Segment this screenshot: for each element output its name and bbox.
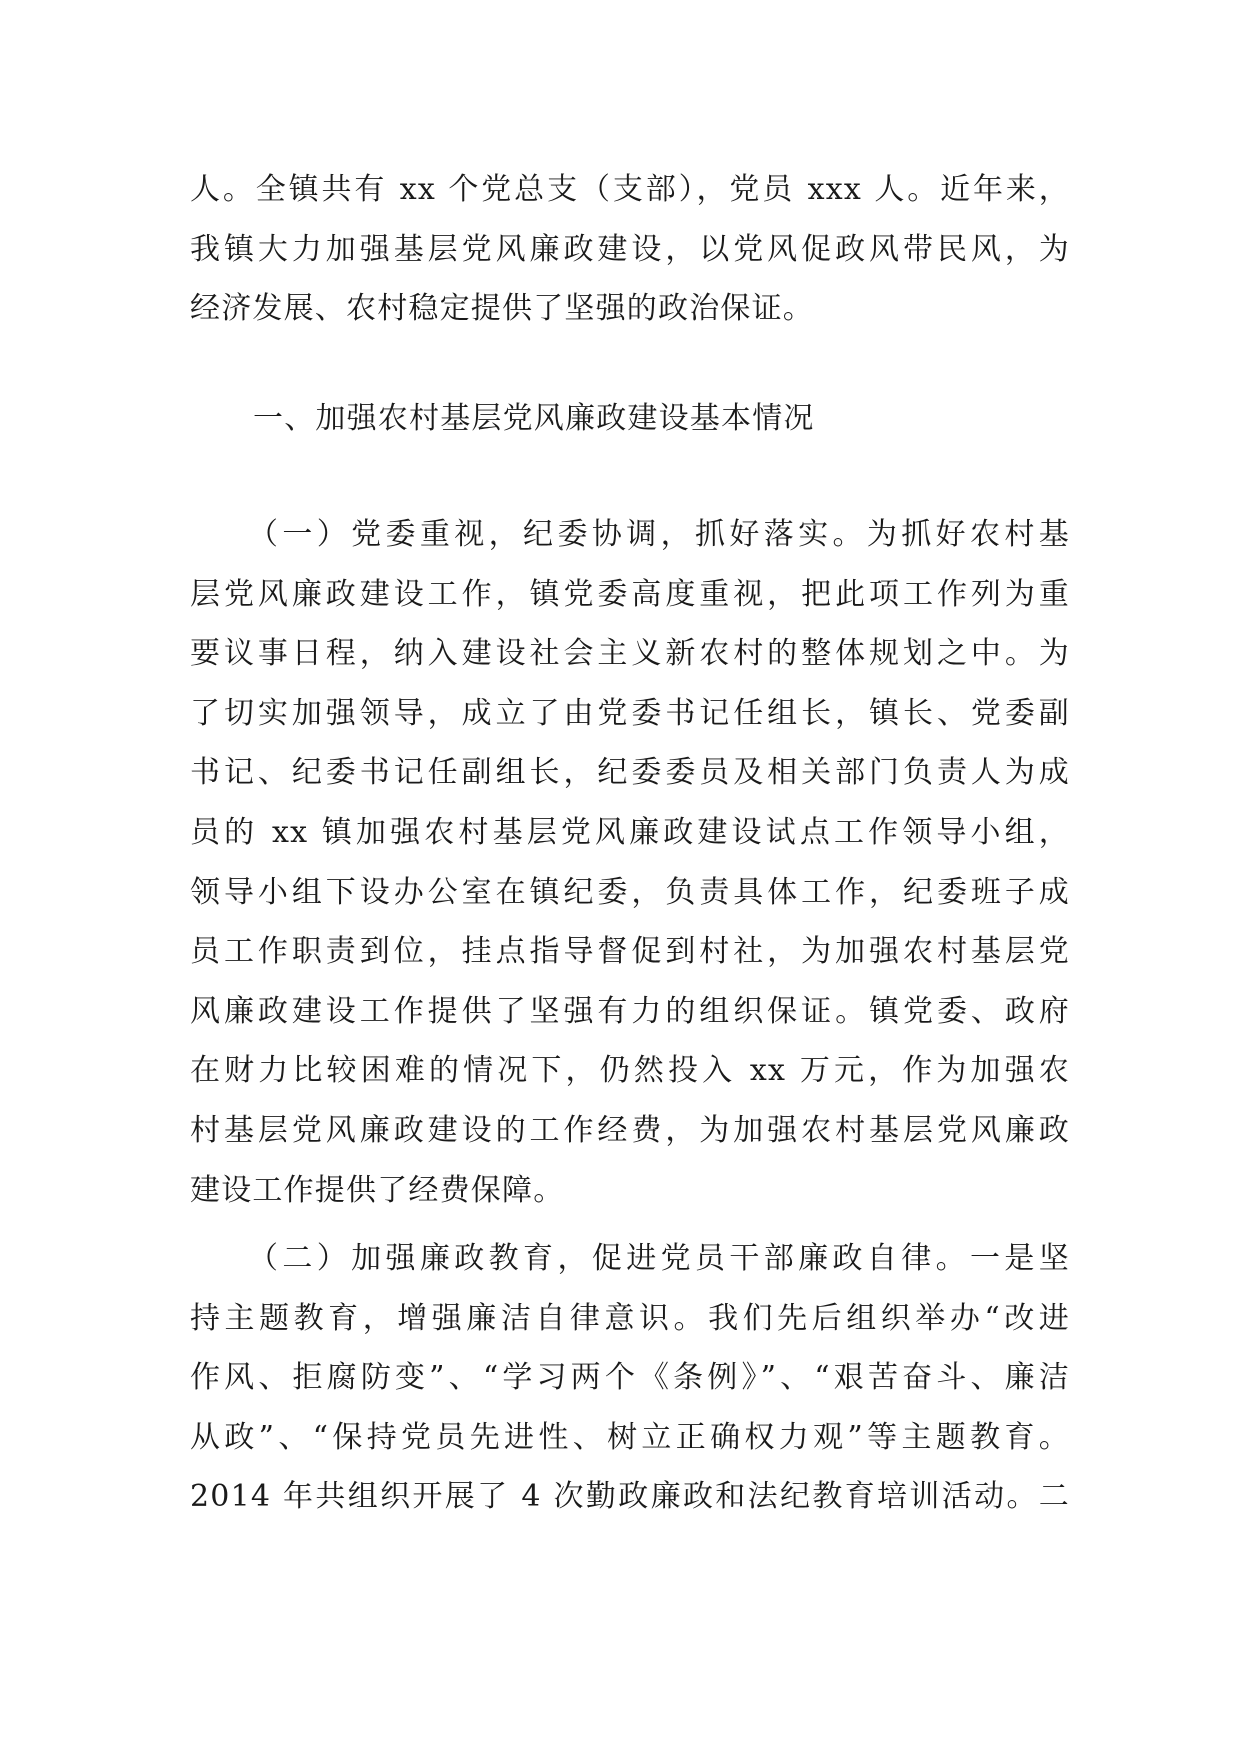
text-line: 持主题教育，增强廉洁自律意识。我们先后组织举办“改进 (190, 1300, 1070, 1336)
text-line: 经济发展、农村稳定提供了坚强的政治保证。 (190, 291, 814, 327)
text-line: 从政”、“保持党员先进性、树立正确权力观”等主题教育。 (190, 1419, 1070, 1455)
section-2-paragraph (190, 1229, 1070, 1527)
heading-text: 一、加强农村基层党风廉政建设基本情况 (253, 401, 815, 436)
text-line: 我镇大力加强基层党风廉政建设，以党风促政风带民风，为 (190, 231, 1070, 267)
text-line: 在财力比较困难的情况下，仍然投入 xx 万元，作为加强农 (190, 1053, 1070, 1089)
text-line: （二）加强廉政教育，促进党员干部廉政自律。一是坚 (248, 1241, 1070, 1276)
text-line: 作风、拒腐防变”、“学习两个《条例》”、“艰苦奋斗、廉洁 (190, 1360, 1070, 1396)
text-line: 领导小组下设办公室在镇纪委，负责具体工作，纪委班子成 (190, 874, 1070, 910)
text-line: （一）党委重视，纪委协调，抓好落实。为抓好农村基 (248, 517, 1070, 552)
text-line: 风廉政建设工作提供了坚强有力的组织保证。镇党委、政府 (190, 993, 1070, 1029)
text-line: 建设工作提供了经费保障。 (190, 1172, 565, 1208)
text-line: 书记、纪委书记任副组长，纪委委员及相关部门负责人为成 (190, 755, 1070, 791)
text-line: 员的 xx 镇加强农村基层党风廉政建设试点工作领导小组， (190, 814, 1070, 850)
text-line: 人。全镇共有 xx 个党总支（支部），党员 xxx 人。近年来， (190, 172, 1070, 207)
intro-paragraph (190, 160, 1070, 339)
text-line: 了切实加强领导，成立了由党委书记任组长，镇长、党委副 (190, 695, 1070, 731)
text-line: 村基层党风廉政建设的工作经费，为加强农村基层党风廉政 (190, 1112, 1070, 1148)
section-heading (253, 389, 953, 449)
section-1-paragraph (190, 505, 1070, 1220)
text-line: 要议事日程，纳入建设社会主义新农村的整体规划之中。为 (190, 636, 1070, 672)
text-line: 2014 年共组织开展了 4 次勤政廉政和法纪教育培训活动。二 (190, 1479, 1070, 1515)
text-line: 员工作职责到位，挂点指导督促到村社，为加强农村基层党 (190, 934, 1070, 970)
text-line: 层党风廉政建设工作，镇党委高度重视，把此项工作列为重 (190, 576, 1070, 612)
